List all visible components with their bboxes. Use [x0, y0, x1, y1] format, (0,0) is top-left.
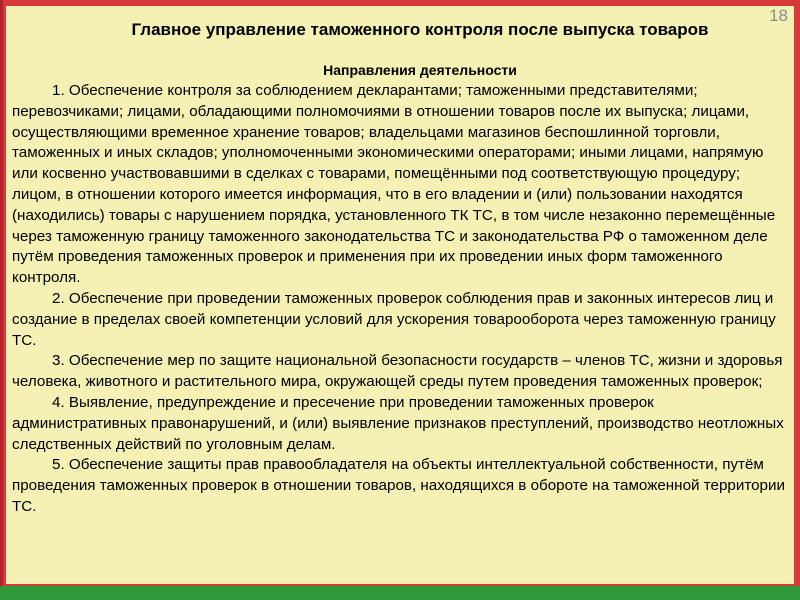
paragraph-5: 5. Обеспечение защиты прав правообладателя на объекты интеллектуальной собственности, путём проведения таможенных проверок в отношении товаров, находящихся в обороте на таможенной территории ТС.: [12, 456, 785, 515]
paragraph-4: 4. Выявление, предупреждение и пресечение при проведении таможенных проверок административных правонарушений, и (или) выявление признаков преступлений, производство неотложных следственных действий по уголовным делам.: [12, 393, 784, 453]
bottom-strip: [0, 586, 800, 600]
slide-number: 18: [769, 6, 788, 25]
section-subtitle: Направления деятельности: [323, 62, 517, 78]
paragraph-3: 3. Обеспечение мер по защите национальной безопасности государств – членов ТС, жизни и здоровья человека, животного и растительного мира, окружающей среды путем проведения таможенных проверок;: [12, 352, 783, 391]
body-text: [12, 81, 788, 518]
paragraph-1: 1. Обеспечение контроля за соблюдением декларантами; таможенными представителями; перевозчиками; лицами, обладающими полномочиями в отношении товаров после их выпуска; лицами, осуществляющими временное хранение товаров; владельцами магазинов беспошлинной торговли, таможенных и иных складов; уполномоченными экономическими операторами; иными лицами, напрямую или косвенно участвовавшими в сделках с товарами, помещёнными под соответствующую процедуру; лицом, в отношении которого имеется информация, что в его владении и (или) пользовании находятся (находились) товары с нарушением порядка, установленного ТК ТС, в том числе незаконно перемещённые через таможенную границу таможенного законодательства ТС и законодательства РФ о таможенном деле путём проведения таможенных проверок и применения при их проведении иных форм таможенного контроля.: [12, 82, 776, 287]
content-panel: [6, 6, 794, 584]
paragraph-2: 2. Обеспечение при проведении таможенных проверок соблюдения прав и законных интересов лиц и создание в пределах своей компетенции условий для ускорения товарооборота через таможенную границу ТС.: [12, 289, 776, 349]
slide-title: Главное управление таможенного контроля после выпуска товаров: [131, 20, 709, 39]
frame-edge: [0, 0, 3, 586]
